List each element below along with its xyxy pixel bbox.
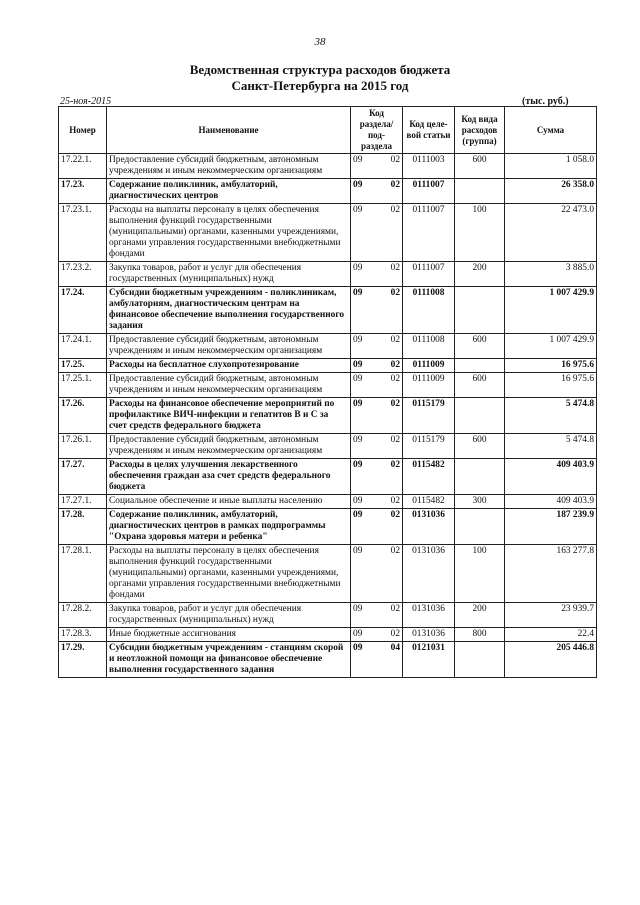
row-number: 17.28.2. (59, 603, 107, 628)
row-number: 17.27.1. (59, 495, 107, 509)
row-article-code: 0111007 (403, 204, 455, 262)
table-body (59, 154, 597, 678)
row-expense-type: 100 (455, 545, 505, 603)
row-article-code: 0111008 (403, 287, 455, 334)
row-name: Социальное обеспечение и иные выплаты населению (107, 495, 351, 509)
row-article-code: 0131036 (403, 603, 455, 628)
row-podrazdel: 02 (390, 360, 400, 370)
row-number: 17.25. (59, 359, 107, 373)
row-sum: 163 277.8 (505, 545, 597, 603)
row-number: 17.24.1. (59, 334, 107, 359)
row-name: Предоставление субсидий бюджетным, автономным учреждениям и иным некоммерческим организациям (107, 373, 351, 398)
row-expense-type (455, 642, 505, 678)
row-number: 17.25.1. (59, 373, 107, 398)
row-podrazdel: 02 (390, 288, 400, 298)
row-section-code (351, 545, 403, 603)
row-number: 17.22.1. (59, 154, 107, 179)
table-row (59, 262, 597, 287)
units-label: (тыс. руб.) (522, 96, 569, 107)
row-podrazdel: 02 (390, 374, 400, 384)
row-section-code (351, 509, 403, 545)
table-row (59, 398, 597, 434)
row-razdel: 09 (353, 263, 363, 273)
row-expense-type (455, 509, 505, 545)
row-razdel: 09 (353, 360, 363, 370)
table-row (59, 204, 597, 262)
row-sum: 1 007 429.9 (505, 287, 597, 334)
row-razdel: 09 (353, 399, 363, 409)
row-sum: 22 473.0 (505, 204, 597, 262)
header-expense-type: Код вида расходов (группа) (455, 107, 505, 154)
row-podrazdel: 02 (390, 180, 400, 190)
row-sum: 22.4 (505, 628, 597, 642)
row-name: Содержание поликлиник, амбулаторий, диагностических центров в рамках подпрограммы "Охрана здоровья матери и ребенка" (107, 509, 351, 545)
row-podrazdel: 02 (390, 263, 400, 273)
row-podrazdel: 02 (390, 155, 400, 165)
row-sum: 16 975.6 (505, 359, 597, 373)
row-number: 17.26.1. (59, 434, 107, 459)
row-section-code (351, 154, 403, 179)
document-date: 25-ноя-2015 (60, 96, 112, 107)
row-razdel: 09 (353, 460, 363, 470)
row-number: 17.27. (59, 459, 107, 495)
row-sum: 23 939.7 (505, 603, 597, 628)
table-row (59, 154, 597, 179)
row-name: Закупка товаров, работ и услуг для обеспечения государственных (муниципальных) нужд (107, 603, 351, 628)
row-article-code: 0121031 (403, 642, 455, 678)
table-row (59, 509, 597, 545)
row-expense-type: 600 (455, 154, 505, 179)
row-razdel: 09 (353, 435, 363, 445)
header-name: Наименование (107, 107, 351, 154)
row-podrazdel: 04 (390, 643, 400, 653)
row-name: Иные бюджетные ассигнования (107, 628, 351, 642)
row-sum: 1 058.0 (505, 154, 597, 179)
row-number: 17.26. (59, 398, 107, 434)
row-number: 17.28.3. (59, 628, 107, 642)
row-expense-type (455, 287, 505, 334)
row-sum: 16 975.6 (505, 373, 597, 398)
row-razdel: 09 (353, 496, 363, 506)
table-row (59, 434, 597, 459)
row-article-code: 0131036 (403, 545, 455, 603)
table-row (59, 628, 597, 642)
row-section-code (351, 628, 403, 642)
row-razdel: 09 (353, 180, 363, 190)
row-article-code: 0115482 (403, 459, 455, 495)
header-number: Номер (59, 107, 107, 154)
row-razdel: 09 (353, 629, 363, 639)
row-razdel: 09 (353, 205, 363, 215)
row-expense-type (455, 398, 505, 434)
row-expense-type: 200 (455, 603, 505, 628)
page-number: 38 (314, 36, 326, 48)
row-name: Предоставление субсидий бюджетным, автономным учреждениям и иным некоммерческим организациям (107, 334, 351, 359)
table-row (59, 545, 597, 603)
row-number: 17.23.2. (59, 262, 107, 287)
row-razdel: 09 (353, 335, 363, 345)
table-row (59, 495, 597, 509)
row-expense-type: 600 (455, 373, 505, 398)
row-name: Расходы на выплаты персоналу в целях обеспечения выполнения функций государственными (муниципальными) органами, казенными учреждениями, органами управления государственными внебюджетными фондами (107, 545, 351, 603)
row-section-code (351, 495, 403, 509)
row-sum: 409 403.9 (505, 495, 597, 509)
table-row (59, 459, 597, 495)
table-row (59, 179, 597, 204)
row-name: Субсидии бюджетным учреждениям - поликлиникам, амбулаториям, диагностическим центрам на финансовое обеспечение выполнения государственного задания (107, 287, 351, 334)
row-expense-type: 600 (455, 334, 505, 359)
row-podrazdel: 02 (390, 435, 400, 445)
row-section-code (351, 204, 403, 262)
row-name: Закупка товаров, работ и услуг для обеспечения государственных (муниципальных) нужд (107, 262, 351, 287)
row-razdel: 09 (353, 155, 363, 165)
row-podrazdel: 02 (390, 546, 400, 556)
row-number: 17.24. (59, 287, 107, 334)
row-podrazdel: 02 (390, 510, 400, 520)
header-section: Код раздела/ под- раздела (351, 107, 403, 154)
row-expense-type: 300 (455, 495, 505, 509)
row-razdel: 09 (353, 546, 363, 556)
row-article-code: 0111009 (403, 359, 455, 373)
row-section-code (351, 398, 403, 434)
table-row (59, 642, 597, 678)
row-name: Расходы на бесплатное слухопротезирование (107, 359, 351, 373)
row-podrazdel: 02 (390, 629, 400, 639)
row-sum: 187 239.9 (505, 509, 597, 545)
row-expense-type (455, 459, 505, 495)
row-name: Расходы в целях улучшения лекарственного обеспечения граждан аза счет средств федерального бюджета (107, 459, 351, 495)
row-name: Содержание поликлиник, амбулаторий, диагностических центров (107, 179, 351, 204)
table-header-row (59, 107, 597, 154)
row-expense-type (455, 179, 505, 204)
budget-table (58, 106, 597, 678)
row-podrazdel: 02 (390, 460, 400, 470)
table-row (59, 603, 597, 628)
row-podrazdel: 02 (390, 399, 400, 409)
row-name: Расходы на выплаты персоналу в целях обеспечения выполнения функций государственными (муниципальными) органами, казенными учреждениями, органами управления государственными внебюджетными фондами (107, 204, 351, 262)
row-article-code: 0131036 (403, 628, 455, 642)
row-expense-type: 200 (455, 262, 505, 287)
row-article-code: 0111007 (403, 262, 455, 287)
header-article: Код целе- вой статьи (403, 107, 455, 154)
row-section-code (351, 359, 403, 373)
row-section-code (351, 642, 403, 678)
row-sum: 1 007 429.9 (505, 334, 597, 359)
table-row (59, 334, 597, 359)
row-podrazdel: 02 (390, 496, 400, 506)
row-article-code: 0115179 (403, 398, 455, 434)
document-title (0, 62, 640, 94)
row-section-code (351, 334, 403, 359)
row-expense-type: 600 (455, 434, 505, 459)
row-section-code (351, 459, 403, 495)
row-sum: 5 474.8 (505, 434, 597, 459)
row-sum: 3 885.0 (505, 262, 597, 287)
row-section-code (351, 179, 403, 204)
row-number: 17.28.1. (59, 545, 107, 603)
title-line-2: Санкт-Петербурга на 2015 год (231, 78, 409, 93)
row-article-code: 0115482 (403, 495, 455, 509)
row-section-code (351, 603, 403, 628)
row-razdel: 09 (353, 288, 363, 298)
row-section-code (351, 262, 403, 287)
row-sum: 205 446.8 (505, 642, 597, 678)
row-name: Предоставление субсидий бюджетным, автономным учреждениям и иным некоммерческим организациям (107, 154, 351, 179)
row-number: 17.23.1. (59, 204, 107, 262)
row-article-code: 0111008 (403, 334, 455, 359)
row-razdel: 09 (353, 604, 363, 614)
row-sum: 409 403.9 (505, 459, 597, 495)
row-section-code (351, 434, 403, 459)
row-number: 17.23. (59, 179, 107, 204)
row-number: 17.29. (59, 642, 107, 678)
table-row (59, 373, 597, 398)
row-podrazdel: 02 (390, 205, 400, 215)
row-expense-type: 100 (455, 204, 505, 262)
table-row (59, 287, 597, 334)
row-podrazdel: 02 (390, 335, 400, 345)
row-article-code: 0115179 (403, 434, 455, 459)
row-section-code (351, 287, 403, 334)
row-razdel: 09 (353, 643, 363, 653)
table-row (59, 359, 597, 373)
row-expense-type (455, 359, 505, 373)
row-article-code: 0111009 (403, 373, 455, 398)
row-name: Расходы на финансовое обеспечение мероприятий по профилактике ВИЧ-инфекции и гепатитов В и С за счет средств федерального бюджета (107, 398, 351, 434)
row-name: Предоставление субсидий бюджетным, автономным учреждениям и иным некоммерческим организациям (107, 434, 351, 459)
row-article-code: 0131036 (403, 509, 455, 545)
row-article-code: 0111007 (403, 179, 455, 204)
row-article-code: 0111003 (403, 154, 455, 179)
row-expense-type: 800 (455, 628, 505, 642)
header-sum: Сумма (505, 107, 597, 154)
row-section-code (351, 373, 403, 398)
row-number: 17.28. (59, 509, 107, 545)
row-name: Субсидии бюджетным учреждениям - станциям скорой и неотложной помощи на финансовое обеспечение выполнения государственного задания (107, 642, 351, 678)
title-line-1: Ведомственная структура расходов бюджета (189, 62, 451, 77)
row-sum: 5 474.8 (505, 398, 597, 434)
row-podrazdel: 02 (390, 604, 400, 614)
row-razdel: 09 (353, 374, 363, 384)
row-sum: 26 358.0 (505, 179, 597, 204)
row-razdel: 09 (353, 510, 363, 520)
